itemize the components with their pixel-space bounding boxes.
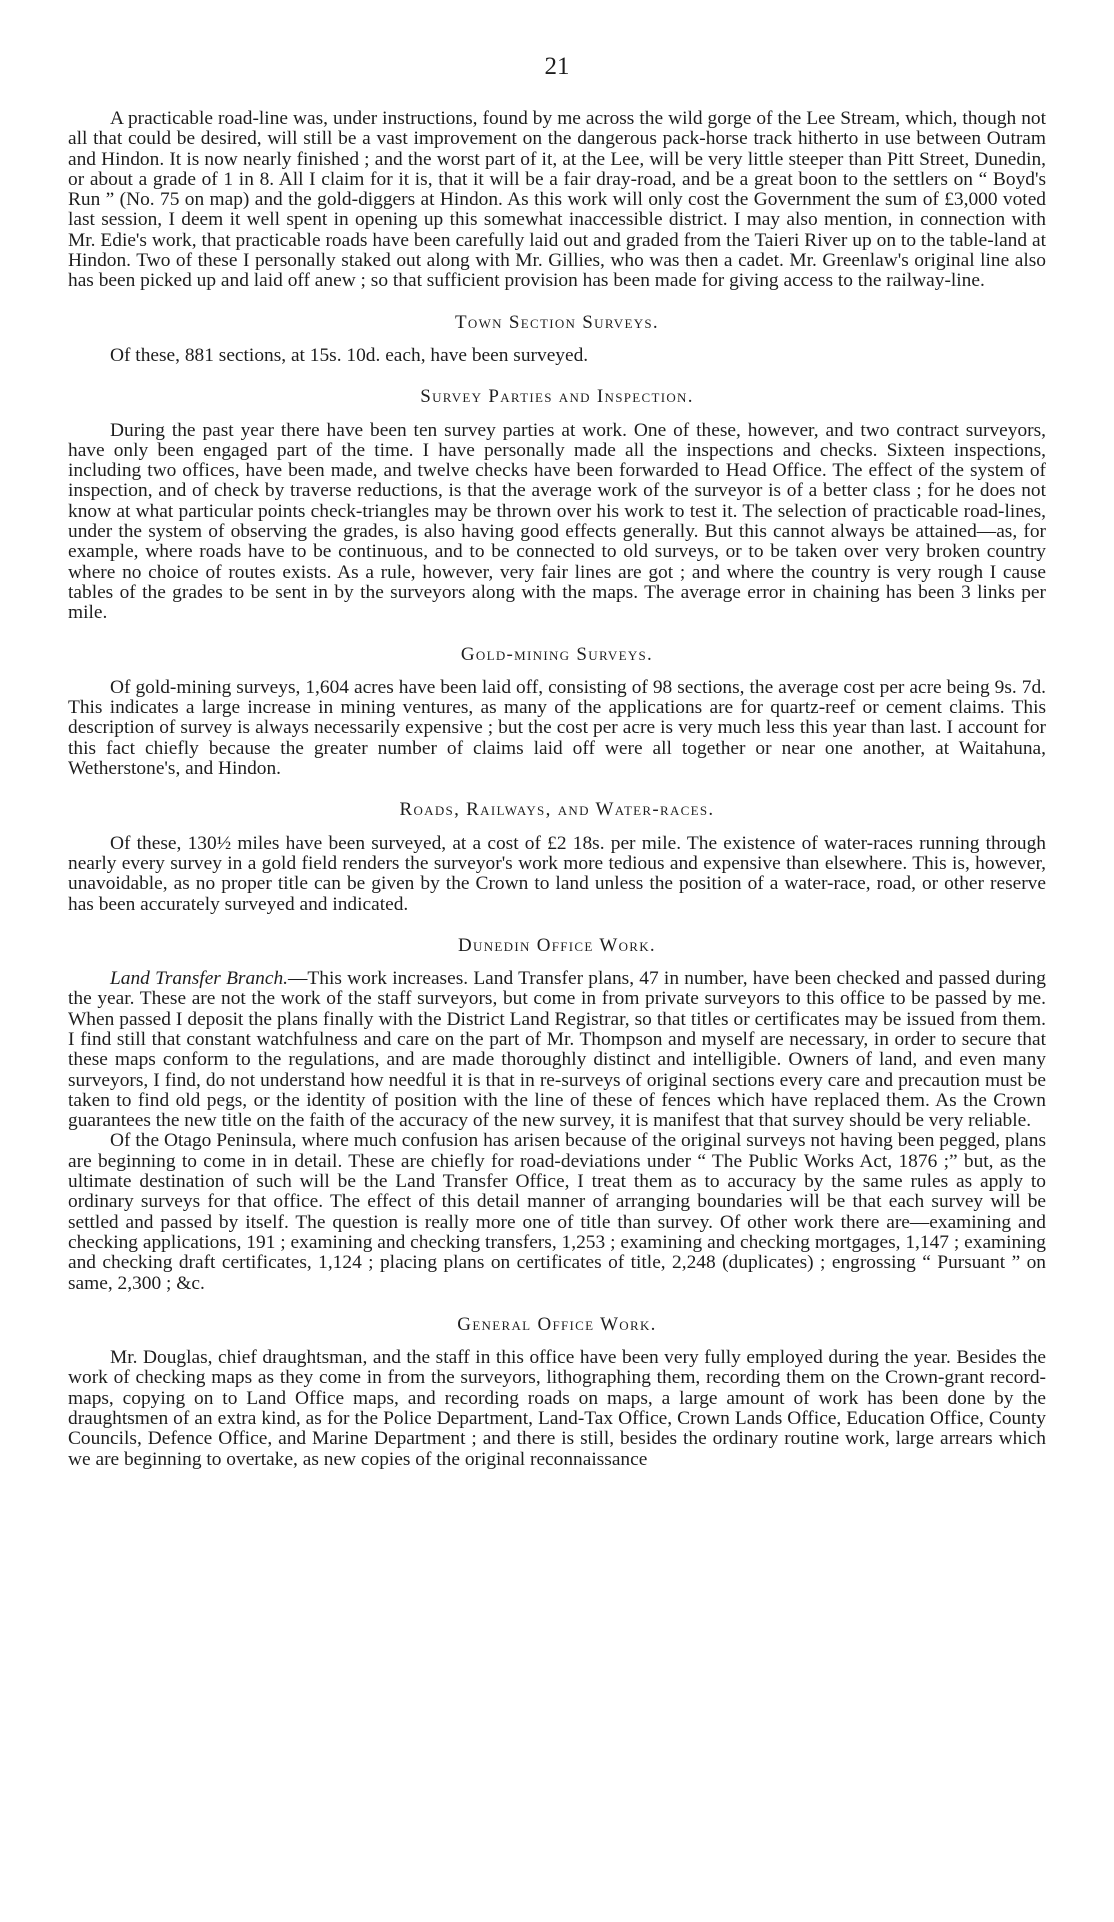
paragraph-text: Of these, 881 sections, at 15s. 10d. each, have been surveyed.: [110, 344, 589, 366]
paragraph: [68, 678, 1046, 779]
paragraph: [68, 1131, 1046, 1293]
section-gold-mining-surveys: [68, 645, 1046, 780]
section-heading: Roads, Railways, and Water-races.: [399, 799, 715, 821]
section-town-section-surveys: [68, 313, 1046, 367]
page-number: 21: [544, 53, 570, 80]
paragraph-text: —This work increases. Land Transfer plans, 47 in number, have been checked and passed during the year. These are not the work of the staff surveyors, but come in from private surveyors to this office to be passed by me. When passed I deposit the plans finally with the District Land Registrar, so that titles or certificates may be issued from them. I find still that constant watchfulness and care on the part of Mr. Thompson and myself are necessary, in order to secure that these maps conform to the regulations, and are made thoroughly distinct and intelligible. Owners of land, and even many surveyors, I find, do not understand how needful it is that in re-surveys of original sections every care and precaution must be taken to find old pegs, or the identity of position with the line of these of fences which have replaced them. As the Crown guarantees the new title on the faith of the accuracy of the new survey, it is manifest that that survey should be very reliable.: [68, 968, 1047, 1132]
section-dunedin-office-work: [68, 936, 1046, 1294]
paragraph-text: Of the Otago Peninsula, where much confusion has arisen because of the original surveys not having been pegged, plans are beginning to come in in detail. These are chiefly for road-deviations under “ The Public Works Act, 1876 ;” but, as the ultimate destination of such will be the Land Transfer Office, I treat them as to accuracy by the same rules as apply to ordinary surveys for that office. The effect of this detail manner of arranging boundaries will be that each survey will be settled and passed by itself. The question is really more one of title than survey. Of other work there are—examining and checking applications, 191 ; examining and checking transfers, 1,253 ; examining and checking mortgages, 1,147 ; examining and checking draft certificates, 1,124 ; placing plans on certificates of title, 2,248 (duplicates) ; engrossing “ Pursuant ” on same, 2,300 ; &c.: [68, 1130, 1046, 1294]
paragraph: [68, 1348, 1046, 1470]
paragraph-lead: Land Transfer Branch.: [110, 968, 289, 990]
paragraph: [68, 346, 1046, 366]
section-intro: [68, 109, 1046, 292]
paragraph-text: During the past year there have been ten survey parties at work. One of these, however, and two contract surveyors, have only been engaged part of the time. I have personally made all the inspections and checks. Sixteen inspections, including two offices, have been made, and twelve checks have been forwarded to Head Office. The effect of the system of inspection, and of check by traverse reductions, is that the average work of the surveyor is of a better class ; for he does not know at what particular points check-triangles may be thrown over his work to test it. The selection of practicable road-lines, under the system of observing the grades, is also having good effects generally. But this cannot always be attained—as, for example, where roads have to be continuous, and to be connected to old surveys, or to be taken over very broken country where no choice of routes exists. As a rule, however, very fair lines are got ; and where the country is very rough I cause tables of the grades to be sent in by the surveyors along with the maps. The average error in chaining has been 3 links per mile.: [68, 419, 1046, 624]
section-heading: Town Section Surveys.: [455, 311, 659, 333]
paragraph: [68, 421, 1046, 624]
section-heading: Dunedin Office Work.: [458, 934, 656, 956]
paragraph: [68, 834, 1046, 915]
paragraph: [68, 109, 1046, 292]
section-heading: Survey Parties and Inspection.: [420, 386, 694, 408]
section-heading: Gold-mining Surveys.: [460, 643, 654, 665]
section-heading: General Office Work.: [457, 1313, 657, 1335]
paragraph-text: Of these, 130½ miles have been surveyed, at a cost of £2 18s. per mile. The existence of water-races running through nearly every survey in a gold field renders the surveyor's work more tedious and expensive than elsewhere. This is, however, unavoidable, as no proper title can be given by the Crown to land unless the position of a water-race, road, or other reserve has been accurately surveyed and indicated.: [68, 832, 1046, 915]
paragraph-text: Of gold-mining surveys, 1,604 acres have been laid off, consisting of 98 sections, the average cost per acre being 9s. 7d. This indicates a large increase in mining ventures, as many of the applications are for quartz-reef or cement claims. This description of survey is always necessarily expensive ; but the cost per acre is very much less this year than last. I account for this fact chiefly because the greater number of claims laid off were all together or near one another, at Waitahuna, Wetherstone's, and Hindon.: [68, 676, 1046, 780]
section-general-office-work: [68, 1315, 1046, 1470]
section-roads-railways: [68, 800, 1046, 914]
paragraph-text: Mr. Douglas, chief draughtsman, and the staff in this office have been very fully employed during the year. Besides the work of checking maps as they come in from the surveyors, lithographing them, recording them on the Crown-grant record-maps, copying on to Land Office maps, and recording roads on maps, a large amount of work has been done by the draughtsmen of an extra kind, as for the Police Department, Land-Tax Office, Crown Lands Office, Education Office, County Councils, Defence Office, and Marine Department ; and there is still, besides the ordinary routine work, large arrears which we are beginning to overtake, as new copies of the original reconnaissance: [68, 1347, 1046, 1470]
section-survey-parties: [68, 387, 1046, 623]
paragraph-text: A practicable road-line was, under instructions, found by me across the wild gorge of the Lee Stream, which, though not all that could be desired, will still be a vast improvement on the dangerous pack-horse track hitherto in use between Outram and Hindon. It is now nearly finished ; and the worst part of it, at the Lee, will be very little steeper than Pitt Street, Dunedin, or about a grade of 1 in 8. All I claim for it is, that it will be a fair dray-road, and be a great boon to the settlers on “ Boyd's Run ” (No. 75 on map) and the gold-diggers at Hindon. As this work will only cost the Government the sum of £3,000 voted last session, I deem it well spent in opening up this somewhat inaccessible district. I may also mention, in connection with Mr. Edie's work, that practicable roads have been carefully laid out and graded from the Taieri River up on to the table-land at Hindon. Two of these I personally staked out along with Mr. Gillies, who was then a cadet. Mr. Greenlaw's original line also has been picked up and laid off anew ; so that sufficient provision has been made for giving access to the railway-line.: [68, 108, 1046, 292]
paragraph: [68, 969, 1046, 1131]
